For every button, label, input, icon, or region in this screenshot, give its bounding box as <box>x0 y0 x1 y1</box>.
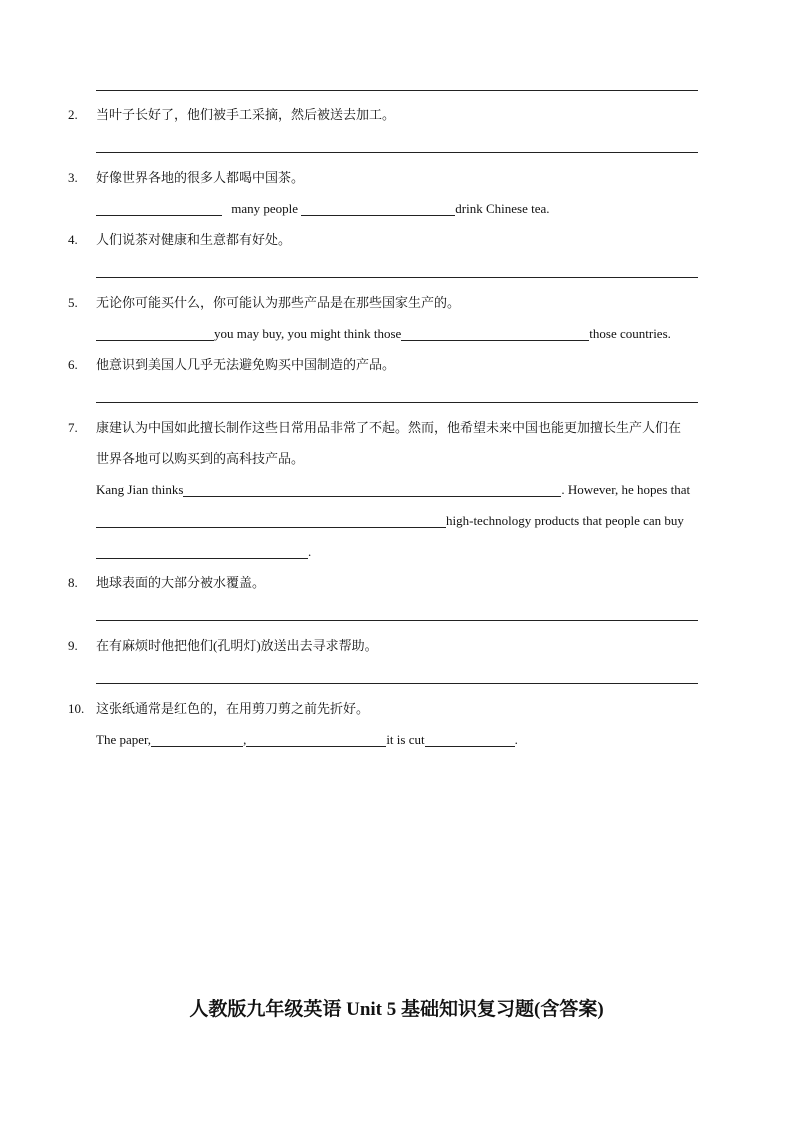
sentence-text: , <box>243 732 247 747</box>
sentence-text: . However, he hopes that <box>561 482 691 497</box>
item-prompt: 这张纸通常是红色的，在用剪刀剪之前先折好。 <box>96 701 370 716</box>
fill-blank[interactable] <box>401 326 589 341</box>
answer-line-9 <box>96 683 698 684</box>
sentence-text: it is cut <box>386 732 425 747</box>
sentence-text: Kang Jian thinks <box>96 482 184 497</box>
answer-line-6 <box>96 402 698 403</box>
fill-in-sentence <box>96 481 690 499</box>
item-prompt: 他意识到美国人几乎无法避免购买中国制造的产品。 <box>96 357 396 372</box>
fill-blank[interactable] <box>183 482 561 497</box>
fill-blank[interactable] <box>96 544 308 559</box>
item-prompt: 地球表面的大部分被水覆盖。 <box>96 575 266 590</box>
item-number: 4. <box>68 232 78 247</box>
fill-in-sentence <box>96 200 550 218</box>
item-prompt: 好像世界各地的很多人都喝中国茶。 <box>96 170 305 185</box>
fill-blank[interactable] <box>301 201 455 216</box>
sentence-text: The paper, <box>96 732 152 747</box>
document-title: 人教版九年级英语 Unit 5 基础知识复习题(含答案) <box>189 999 604 1020</box>
sentence-text: high-technology products that people can buy <box>446 513 684 528</box>
item-number: 2. <box>68 107 78 122</box>
item-number: 8. <box>68 575 78 590</box>
answer-line-1 <box>96 90 698 91</box>
fill-blank[interactable] <box>246 732 386 747</box>
sentence-text: drink Chinese tea. <box>455 201 550 216</box>
fill-in-sentence <box>96 325 671 343</box>
sentence-text: . <box>514 732 518 747</box>
item-prompt: 康建认为中国如此擅长制作这些日常用品非常了不起。然而，他希望未来中国也能更加擅长生产人们在 <box>96 420 682 435</box>
fill-blank[interactable] <box>96 201 222 216</box>
fill-in-sentence <box>96 512 684 530</box>
item-prompt: 人们说茶对健康和生意都有好处。 <box>96 232 292 247</box>
answer-line-4 <box>96 277 698 278</box>
fill-in-sentence <box>96 543 311 561</box>
item-number: 9. <box>68 638 78 653</box>
fill-blank[interactable] <box>96 326 214 341</box>
item-number: 6. <box>68 357 78 372</box>
sentence-text: . <box>308 544 312 559</box>
item-number: 5. <box>68 295 78 310</box>
item-number: 7. <box>68 420 78 435</box>
item-number: 10. <box>68 701 85 716</box>
item-prompt: 在有麻烦时他把他们(孔明灯)放送出去寻求帮助。 <box>96 638 378 653</box>
sentence-text: those countries. <box>589 326 671 341</box>
answer-line-2 <box>96 152 698 153</box>
item-prompt-continued: 世界各地可以购买到的高科技产品。 <box>96 451 305 466</box>
fill-blank[interactable] <box>151 732 243 747</box>
fill-blank[interactable] <box>425 732 515 747</box>
fill-blank[interactable] <box>96 513 446 528</box>
answer-line-8 <box>96 620 698 621</box>
item-prompt: 当叶子长好了，他们被手工采摘，然后被送去加工。 <box>96 107 396 122</box>
item-prompt: 无论你可能买什么，你可能认为那些产品是在那些国家生产的。 <box>96 295 461 310</box>
sentence-text: you may buy, you might think those <box>214 326 402 341</box>
fill-in-sentence <box>96 731 518 749</box>
item-number: 3. <box>68 170 78 185</box>
sentence-text: many people <box>231 201 299 216</box>
